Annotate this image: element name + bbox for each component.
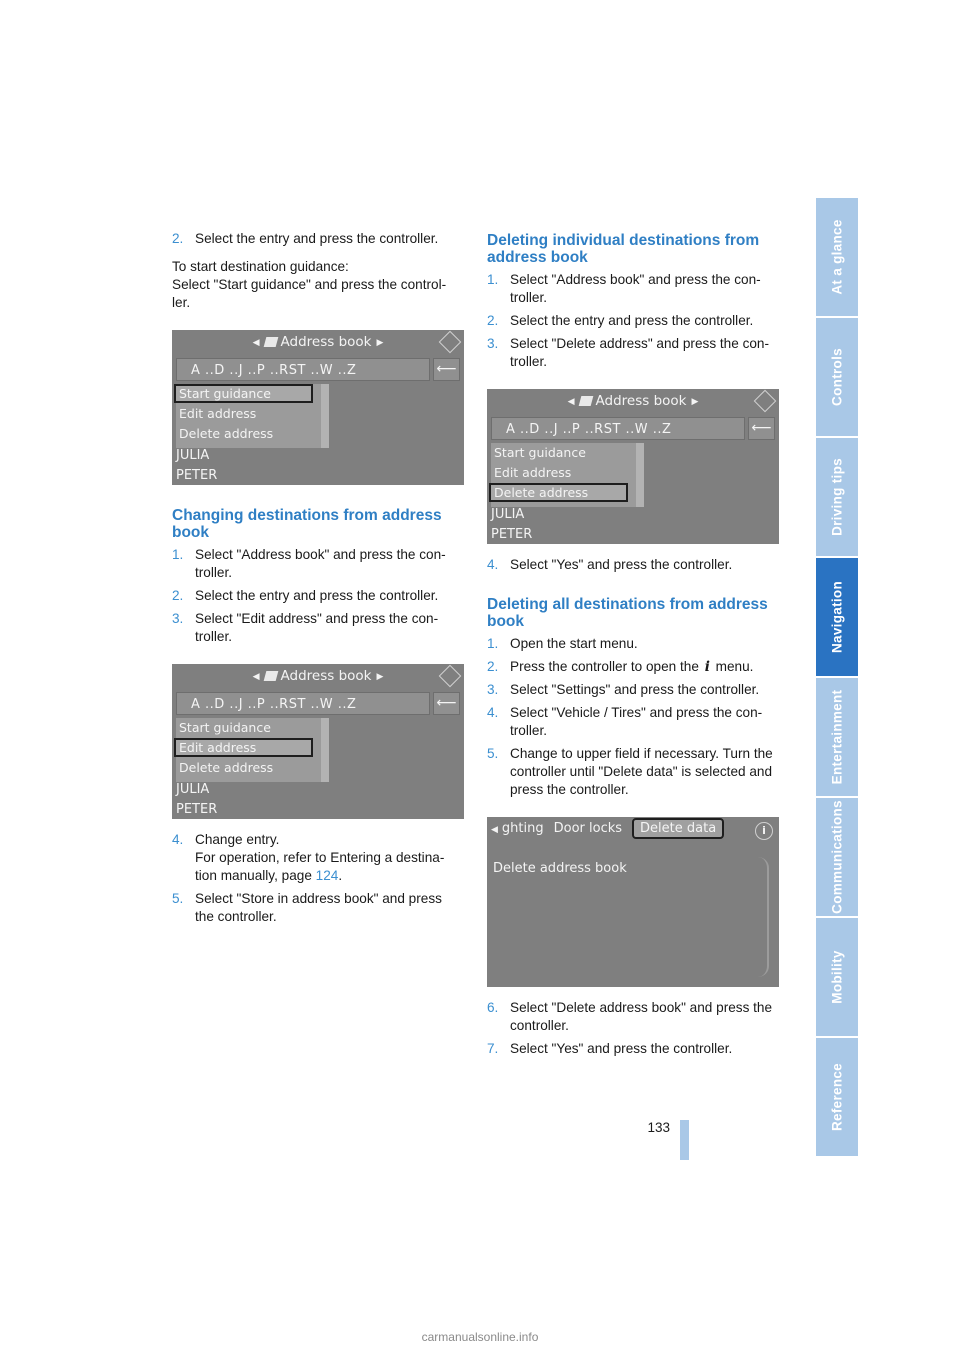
right-column xyxy=(487,230,779,1063)
arrow-left-icon: ◀ xyxy=(252,338,260,348)
entry-peter: PETER xyxy=(491,527,533,542)
screen-header xyxy=(172,664,464,689)
watermark: carmanualsonline.info xyxy=(421,1330,539,1344)
screen-header xyxy=(172,330,464,355)
arrow-left-icon: ◀ xyxy=(252,672,260,682)
popup-menu xyxy=(491,443,644,507)
menu-item-start-guidance: Start guidance xyxy=(179,720,271,735)
step-item: 5. Select "Store in address book" and press the controller. xyxy=(172,891,442,924)
page-number: 133 xyxy=(647,1120,670,1135)
arrow-left-icon: ◀ xyxy=(567,397,575,407)
entry-julia: JULIA xyxy=(176,448,210,463)
tab-controls[interactable]: Controls xyxy=(816,318,858,436)
info-icon: i xyxy=(755,822,773,840)
menu-item-start-guidance: Start guidance xyxy=(494,445,586,460)
page-number-bar xyxy=(680,1120,689,1160)
tab-communications[interactable]: Communications xyxy=(816,798,858,916)
tab-at-a-glance[interactable]: At a glance xyxy=(816,198,858,316)
tab-reference[interactable]: Reference xyxy=(816,1038,858,1156)
screen-title: Address book xyxy=(280,668,372,684)
step-item: 4. Select "Vehicle / Tires" and press the con-troller. xyxy=(487,705,763,738)
menu-item-edit-address: Edit address xyxy=(494,465,572,480)
menu-item-delete-address-book: Delete address book xyxy=(493,861,627,876)
step-item: 3. Select "Edit address" and press the con-troller. xyxy=(172,611,439,644)
step-item: 1. Select "Address book" and press the con-troller. xyxy=(487,272,761,305)
book-icon xyxy=(578,396,593,406)
alphabet-bar: A ..D ..J ..P ..RST ..W ..Z xyxy=(176,358,430,381)
tab-door-locks: Door locks xyxy=(553,821,623,836)
arrow-right-icon: ▶ xyxy=(691,397,699,407)
tab-delete-data: Delete data xyxy=(632,818,724,839)
step-item: 2. Select the entry and press the controller. xyxy=(172,588,439,603)
tab-lighting: ghting xyxy=(501,821,544,836)
step-number: 2. xyxy=(172,231,184,246)
step-item: 2. Press the controller to open the i menu. xyxy=(487,659,754,675)
tab-driving-tips[interactable]: Driving tips xyxy=(816,438,858,556)
entry-julia: JULIA xyxy=(491,507,525,522)
menu-item-delete-address: Delete address xyxy=(179,426,274,441)
tab-entertainment[interactable]: Entertainment xyxy=(816,678,858,796)
entry-julia: JULIA xyxy=(176,782,210,797)
popup-menu xyxy=(176,718,329,782)
step-item: 2. Select the entry and press the controller. xyxy=(487,313,754,328)
book-icon xyxy=(263,671,278,681)
arrow-right-icon: ▶ xyxy=(376,338,384,348)
tab-navigation[interactable]: Navigation xyxy=(816,558,858,676)
step-item: 3. Select "Delete address" and press the con-troller. xyxy=(487,336,770,369)
screen-header xyxy=(487,389,779,414)
screen-tab-row xyxy=(487,817,779,843)
scroll-arc xyxy=(758,857,769,977)
arrow-left-icon: ◀ xyxy=(491,825,498,835)
arrow-right-icon: ▶ xyxy=(376,672,384,682)
screen-title: Address book xyxy=(280,334,372,350)
alphabet-bar: A ..D ..J ..P ..RST ..W ..Z xyxy=(176,692,430,715)
alphabet-bar: A ..D ..J ..P ..RST ..W ..Z xyxy=(491,417,745,440)
chapter-tab-bar xyxy=(816,198,858,1158)
entry-peter: PETER xyxy=(176,468,218,483)
step-item: 5. Change to upper field if necessary. Turn the controller until "Delete data" is selected and press the controller. xyxy=(487,746,773,797)
step-item: 4. Change entry. For operation, refer to Entering a destina-tion manually, page 124. xyxy=(172,832,445,883)
book-icon xyxy=(263,337,278,347)
screen-address-book-start-guidance xyxy=(172,330,464,485)
enter-arrow-icon: ⟵ xyxy=(433,358,460,381)
step-item: 6. Select "Delete address book" and press the controller. xyxy=(487,1000,773,1033)
screen-address-book-edit-address xyxy=(172,664,464,819)
screen-vehicle-delete-data xyxy=(487,817,779,987)
step-text: Select the entry and press the controller. xyxy=(195,231,439,246)
step-item: 4. Select "Yes" and press the controller. xyxy=(487,557,733,572)
info-icon: i xyxy=(704,659,710,675)
step-item: 1. Open the start menu. xyxy=(487,636,638,651)
menu-item-delete-address: Delete address xyxy=(179,760,274,775)
intro-text-2: Select "Start guidance" and press the control-ler. xyxy=(172,277,447,310)
page-link-124[interactable]: 124 xyxy=(315,868,339,883)
menu-item-edit-address: Edit address xyxy=(179,406,257,421)
enter-arrow-icon: ⟵ xyxy=(748,417,775,440)
step-item: 7. Select "Yes" and press the controller. xyxy=(487,1041,733,1056)
section-heading-deleting-all: Deleting all destinations from address book xyxy=(487,596,768,630)
menu-item-edit-address: Edit address xyxy=(174,738,313,757)
menu-item-start-guidance: Start guidance xyxy=(174,384,313,403)
entry-peter: PETER xyxy=(176,802,218,817)
popup-menu xyxy=(176,384,329,448)
enter-arrow-icon: ⟵ xyxy=(433,692,460,715)
step-item: 1. Select "Address book" and press the con-troller. xyxy=(172,547,446,580)
menu-item-delete-address: Delete address xyxy=(489,483,628,502)
screen-title: Address book xyxy=(595,393,687,409)
step-item xyxy=(172,230,464,248)
tab-mobility[interactable]: Mobility xyxy=(816,918,858,1036)
screen-address-book-delete-address xyxy=(487,389,779,544)
step-item: 3. Select "Settings" and press the controller. xyxy=(487,682,760,697)
section-heading-changing: Changing destinations from address book xyxy=(172,507,442,541)
section-heading-deleting-individual: Deleting individual destinations from address book xyxy=(487,232,760,266)
intro-text: To start destination guidance: xyxy=(172,259,349,274)
left-column xyxy=(172,230,464,931)
